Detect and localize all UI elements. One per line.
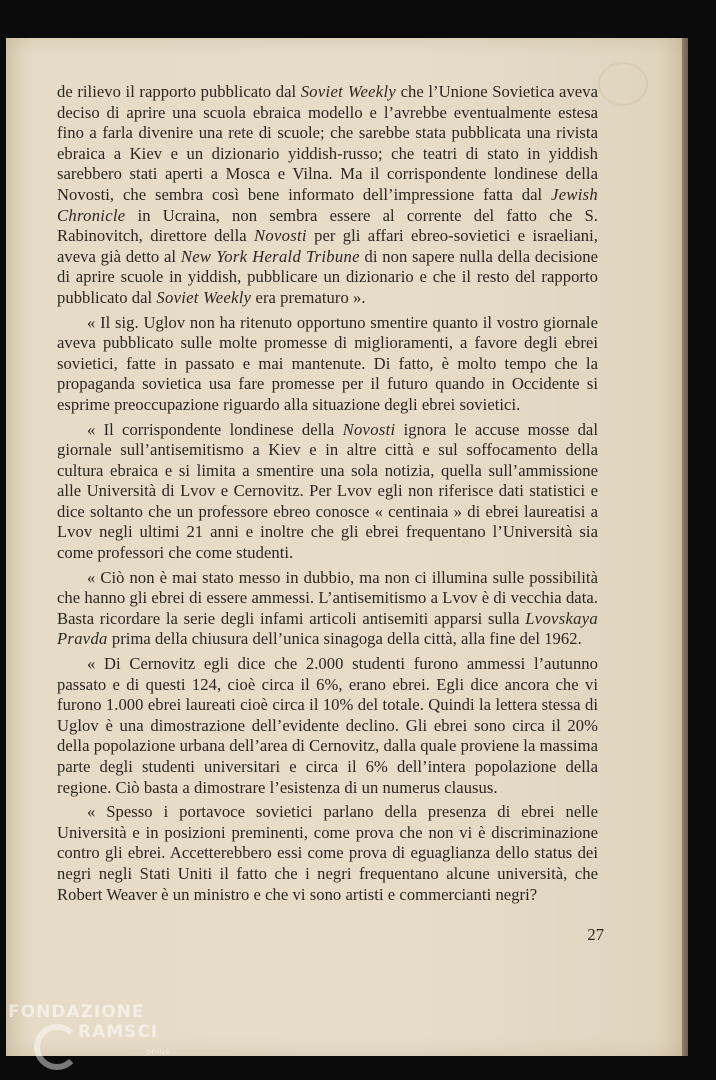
text-run: era prematuro ». [251, 287, 366, 307]
text-run: « Il sig. Uglov non ha ritenuto opportuno smentire quanto il vostro giornale aveva pubblicato sulle molte promesse di miglioramenti, a favore degli ebrei sovietici, fatte in passato e mai mantenute. Di fatto, è molto tempo che la propaganda sovietica usa fare promesse per il futuro quando in Occidente si esprime preoccupazione riguardo alla situazione degli ebrei sovietici. [57, 312, 598, 414]
text-run: ignora le accuse mosse dal giornale sull’antisemitismo a Kiev e in altre città e sul soffocamento della cultura ebraica e si limita a smentire una sola notizia, quella sull’ammissione alle Università di Lvov e Cernovitz. Per Lvov egli non riferisce dati statistici e dice soltanto che un professore ebreo conosce « centinaia » di ebrei laureatisi a Lvov negli ultimi 21 anni e inoltre che gli ebrei frequentano l’Università sia come professori che come studenti. [57, 419, 598, 563]
text-run: per gli affari ebreo-sovietici e israeliani, aveva già detto al [57, 226, 598, 266]
text-run: che l’Unione Sovietica aveva deciso di aprire una scuola ebraica modello e l’avrebbe eventualmente estesa fino a farla divenire una rete di scuole; che sarebbe stata pubblicata una rivista ebraica a Kiev e un dizionario yiddish-russo; che teatri di stato in yiddish sarebbero stati aperti a Mosca e Vilna. Ma il corrispondente londinese della Novosti, che sembra così bene informato dell’impressione fatta dal [57, 82, 598, 204]
paragraph-1 [57, 82, 598, 309]
italic-title: Jewish Chronicle [57, 184, 598, 225]
italic-title: Novosti [342, 419, 396, 439]
paragraph-2 [57, 313, 598, 416]
paragraph-5 [57, 654, 598, 798]
body-text [57, 82, 598, 909]
watermark-line3: onlus [146, 1047, 170, 1056]
text-run: « Spesso i portavoce sovietici parlano della presenza di ebrei nelle Università e in posizioni preminenti, come prova che non vi è discriminazione contro gli ebrei. Accetterebbero essi come prova di eguaglianza dello status dei negri negli Stati Uniti il fatto che i negri frequentano alcune università, che Robert Weaver è un ministro e che vi sono artisti e commercianti negri? [57, 802, 598, 904]
text-run: prima della chiusura dell’unica sinagoga della città, alla fine del 1962. [107, 629, 582, 649]
italic-title: New York Herald Tribune [180, 246, 360, 266]
text-run: « Di Cernovitz egli dice che 2.000 studenti furono ammessi l’autunno passato e di questi 124, cioè circa il 6%, erano ebrei. Egli dice ancora che vi furono 1.000 ebrei laureati cioè circa il 10% del totale. Quindi la lettera stessa di Uglov è una dimostrazione dell’evidente declino. Gli ebrei sono circa il 20% della popolazione urbana dell’area di Cernovitz, dalla quale proviene la massima parte degli studenti universitari e circa il 6% dell’intera popolazione della regione. Ciò basta a dimostrare l’esistenza di un numerus clausus. [57, 654, 598, 797]
text-run: di non sapere nulla della decisione di aprire scuole in yiddish, pubblicare un dizionario e che il resto del rapporto pubblicato dal [57, 246, 598, 307]
paragraph-3 [57, 420, 598, 564]
italic-title: Soviet Weekly [156, 287, 252, 307]
text-run: « Il corrispondente londinese della [87, 419, 343, 439]
italic-title: Lvovskaya Pravda [57, 608, 598, 649]
fondazione-gramsci-watermark [8, 1000, 198, 1070]
watermark-line1: FONDAZIONE [8, 1002, 145, 1022]
faint-stamp-mark [598, 62, 648, 106]
italic-title: Novosti [254, 226, 307, 246]
paragraph-6 [57, 802, 598, 905]
text-run: « Ciò non è mai stato messo in dubbio, ma non ci illumina sulle possibilità che hanno gli ebrei di essere ammessi. L’antisemitismo a Lvov è di vecchia data. Basta ricordare la serie degli infami articoli antisemiti apparsi sulla [57, 567, 598, 628]
text-run: in Ucraina, non sembra essere al corrente del fatto che S. Rabinovitch, direttore della [57, 205, 598, 246]
text-run: de rilievo il rapporto pubblicato dal [57, 82, 301, 101]
italic-title: Soviet Weekly [300, 82, 397, 101]
paragraph-4 [57, 568, 598, 650]
watermark-line2: RAMSCI [78, 1022, 159, 1042]
page-edge [682, 38, 688, 1056]
watermark-logo-icon [34, 1024, 80, 1070]
page-number: 27 [587, 925, 604, 944]
